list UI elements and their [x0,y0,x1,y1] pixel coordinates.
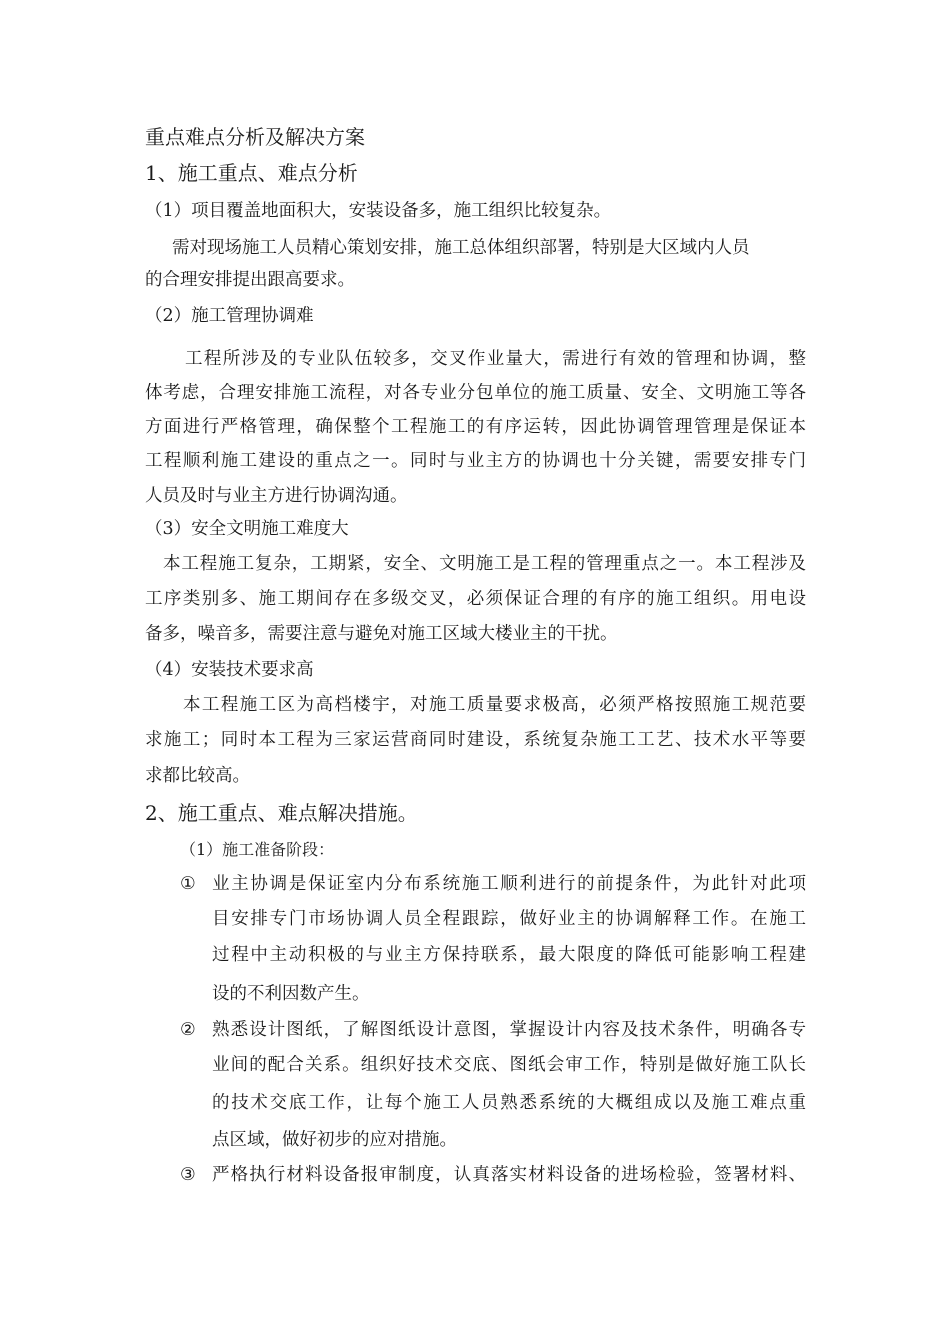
paragraph-line: 的合理安排提出跟高要求。 [145,270,355,290]
section2-subheading: （1）施工准备阶段： [180,840,335,859]
list-marker: ③ [180,1165,196,1185]
document-title: 重点难点分析及解决方案 [145,125,365,149]
paragraph-line: 工序类别多、施工期间存在多级交叉，必须保证合理的有序的施工组织。用电设 [145,589,806,609]
item3-title: （3）安全文明施工难度大 [145,519,349,539]
item1-title: （1）项目覆盖地面积大，安装设备多，施工组织比较复杂。 [145,201,612,221]
paragraph-line: 方面进行严格管理，确保整个工程施工的有序运转，因此协调管理管理是保证本 [145,417,806,437]
item2-title: （2）施工管理协调难 [145,306,314,326]
paragraph-line: 备多，噪音多，需要注意与避免对施工区域大楼业主的干扰。 [145,624,618,644]
paragraph-line: 人员及时与业主方进行协调沟通。 [145,486,408,506]
paragraph-line: 求施工；同时本工程为三家运营商同时建设，系统复杂施工工艺、技术水平等要 [145,730,806,750]
list-item-line: 业主协调是保证室内分布系统施工顺利进行的前提条件，为此针对此项 [212,874,806,894]
list-item-line: 严格执行材料设备报审制度，认真落实材料设备的进场检验，签署材料、 [212,1165,806,1185]
paragraph-line: 求都比较高。 [145,766,250,786]
paragraph-line: 工程所涉及的专业队伍较多，交叉作业量大，需进行有效的管理和协调，整 [185,349,806,369]
section2-heading: 2、施工重点、难点解决措施。 [145,801,418,825]
item4-title: （4）安装技术要求高 [145,660,314,680]
list-item-line: 设的不利因数产生。 [212,984,370,1004]
list-item-line: 过程中主动积极的与业主方保持联系，最大限度的降低可能影响工程建 [212,945,806,965]
list-marker: ① [180,874,196,894]
list-item-line: 目安排专门市场协调人员全程跟踪，做好业主的协调解释工作。在施工 [212,909,806,929]
paragraph-line: 工程顺利施工建设的重点之一。同时与业主方的协调也十分关键，需要安排专门 [145,451,806,471]
section1-heading: 1、施工重点、难点分析 [145,161,358,185]
list-item-line: 业间的配合关系。组织好技术交底、图纸会审工作，特别是做好施工队长 [212,1055,806,1075]
list-item-line: 的技术交底工作，让每个施工人员熟悉系统的大概组成以及施工难点重 [212,1093,806,1113]
paragraph-line: 需对现场施工人员精心策划安排，施工总体组织部署，特别是大区域内人员 [172,238,750,258]
paragraph-line: 体考虑，合理安排施工流程，对各专业分包单位的施工质量、安全、文明施工等各 [145,383,806,403]
paragraph-line: 本工程施工复杂，工期紧，安全、文明施工是工程的管理重点之一。本工程涉及 [163,554,806,574]
list-item-line: 熟悉设计图纸，了解图纸设计意图，掌握设计内容及技术条件，明确各专 [212,1020,806,1040]
list-item-line: 点区域，做好初步的应对措施。 [212,1130,457,1150]
paragraph-line: 本工程施工区为高档楼宇，对施工质量要求极高，必须严格按照施工规范要 [183,695,806,715]
list-marker: ② [180,1020,196,1040]
